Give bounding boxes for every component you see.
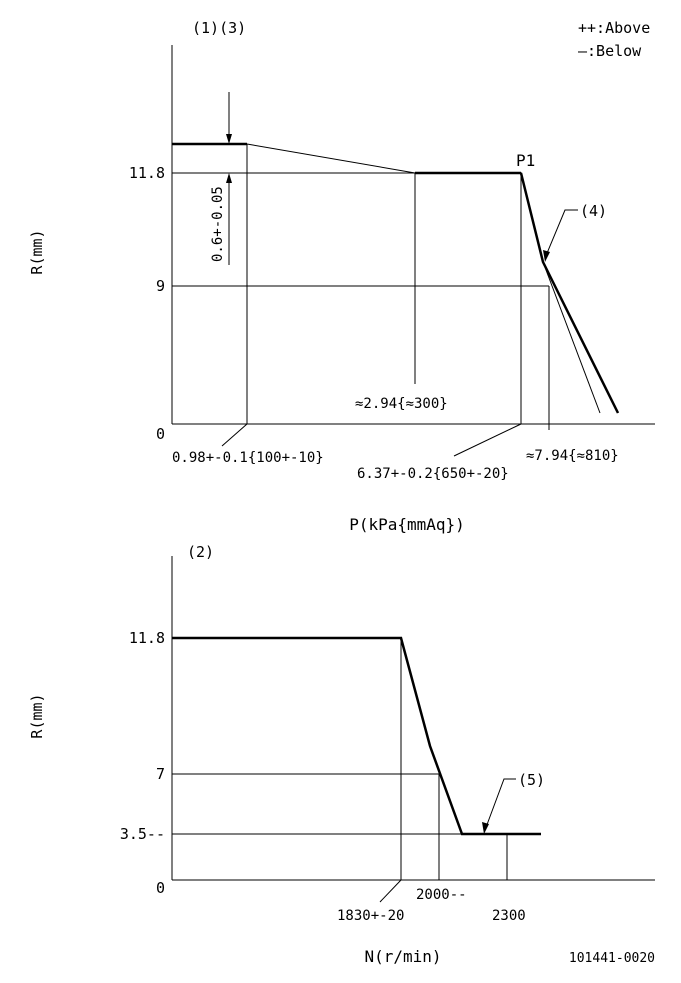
leader-6-37	[454, 424, 521, 456]
x-annot-2300: 2300	[492, 908, 526, 924]
top-chart-label: (1)(3)	[192, 19, 247, 37]
top-chart	[28, 19, 655, 534]
x-annot-1830: 1830+-20	[337, 908, 405, 924]
dim-arrowhead-top	[226, 134, 232, 144]
callout-4-leader	[545, 210, 578, 258]
document-id: 101441-0020	[568, 951, 655, 966]
bottom-y-tick-0: 0	[155, 879, 165, 897]
bottom-curve	[172, 638, 541, 834]
top-y-tick-0: 0	[155, 425, 165, 443]
callout-5: (5)	[518, 771, 546, 789]
callout-5-leader	[485, 779, 516, 830]
dim-arrowhead-bottom	[226, 173, 232, 183]
callout-4: (4)	[580, 202, 608, 220]
top-curve-transition	[247, 144, 415, 173]
callout-5-arrowhead	[482, 822, 489, 834]
p1-label: P1	[516, 151, 536, 170]
legend-below: —:Below	[578, 42, 642, 60]
x-annot-2-94: ≈2.94{≈300}	[355, 396, 448, 412]
x-annot-0-98: 0.98+-0.1{100+-10}	[172, 450, 324, 466]
top-y-tick-11-8: 11.8	[128, 164, 165, 182]
x-annot-6-37: 6.37+-0.2{650+-20}	[357, 466, 509, 482]
bottom-y-tick-11-8: 11.8	[128, 629, 165, 647]
leader-0-98	[222, 424, 247, 446]
top-x-axis-label: P(kPa{mmAq})	[349, 515, 465, 534]
bottom-x-axis-label: N(r/min)	[364, 947, 442, 966]
legend-above: ++:Above	[578, 19, 651, 37]
x-annot-2000: 2000--	[416, 887, 467, 903]
delta-label: 0.6+-0.05	[210, 186, 226, 262]
leader-1830	[380, 880, 401, 902]
bottom-chart-label: (2)	[187, 543, 215, 561]
top-y-tick-9: 9	[155, 277, 165, 295]
callout-4-arrowhead	[543, 250, 550, 262]
bottom-y-axis-label: R(mm)	[28, 693, 46, 739]
x-annot-7-94: ≈7.94{≈810}	[526, 448, 619, 464]
bottom-y-tick-3-5: 3.5--	[119, 825, 165, 843]
bottom-y-tick-7: 7	[155, 765, 165, 783]
bottom-chart	[28, 543, 655, 966]
top-curve-lower-limit	[543, 262, 600, 413]
top-y-axis-label: R(mm)	[28, 229, 46, 275]
